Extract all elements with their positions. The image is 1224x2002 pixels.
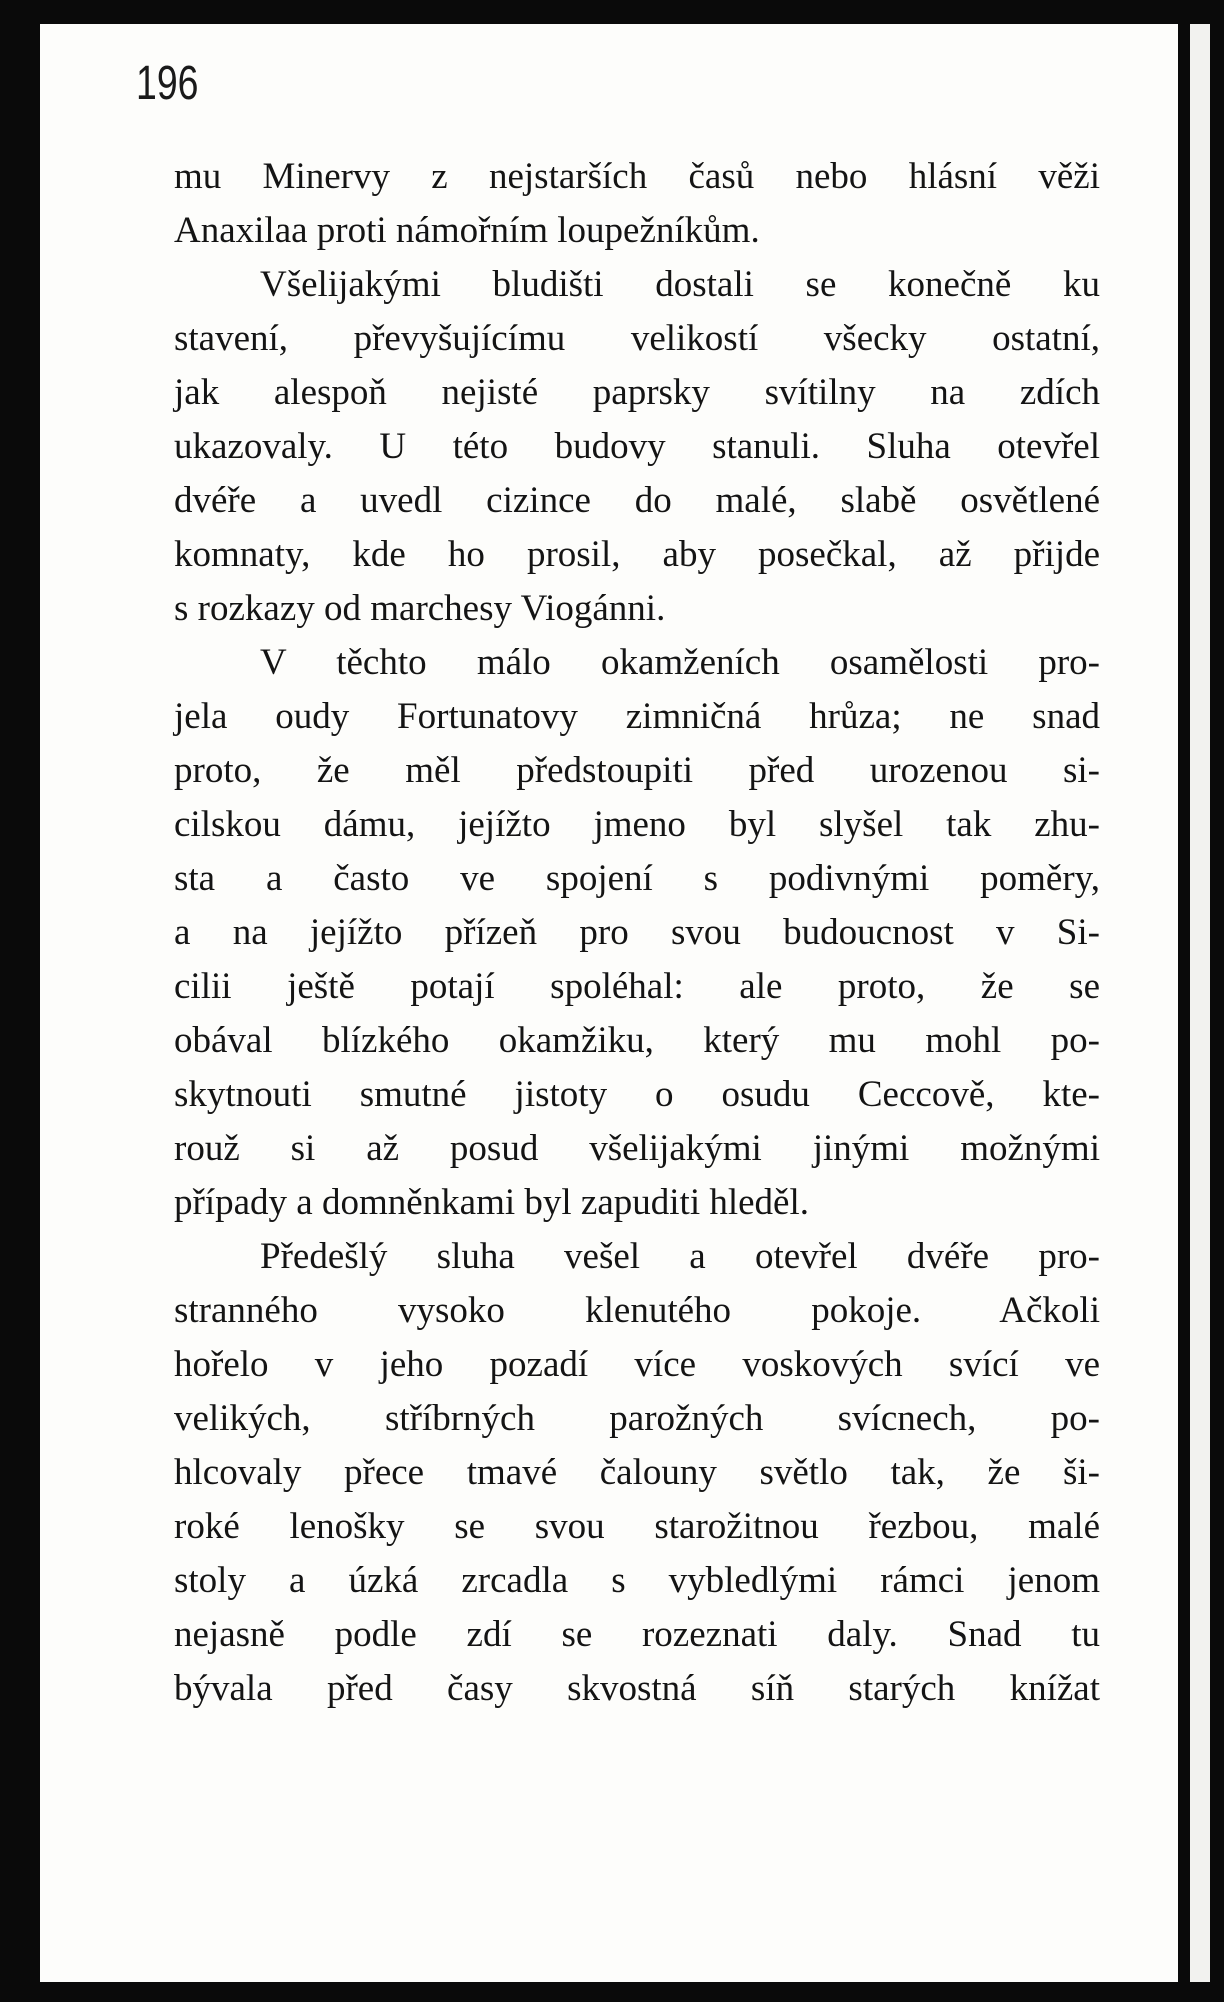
text-line: ukazovaly. U této budovy stanuli. Sluha otevřel: [174, 426, 1100, 467]
page-number: 196: [136, 57, 199, 110]
text-line: hlcovaly přece tmavé čalouny světlo tak, že ši-: [174, 1452, 1100, 1493]
text-line: cilskou dámu, jejížto jmeno byl slyšel tak zhu-: [174, 804, 1100, 845]
text-line: stoly a úzká zrcadla s vybledlými rámci jenom: [174, 1560, 1100, 1601]
text-line: stavení, převyšujícímu velikostí všecky ostatní,: [174, 318, 1100, 359]
text-line: jak alespoň nejisté paprsky svítilny na zdích: [174, 372, 1100, 413]
text-line: obával blízkého okamžiku, který mu mohl po-: [174, 1020, 1100, 1061]
text-line: dvéře a uvedl cizince do malé, slabě osvětlené: [174, 480, 1100, 521]
text-line: roké lenošky se svou starožitnou řezbou, malé: [174, 1506, 1100, 1547]
text-line: Předešlý sluha vešel a otevřel dvéře pro-: [260, 1236, 1100, 1277]
paragraph: [174, 150, 1100, 258]
text-line: velikých, stříbrných parožných svícnech, po-: [174, 1398, 1100, 1439]
text-line: rouž si až posud všelijakými jinými možnými: [174, 1128, 1100, 1169]
text-line: s rozkazy od marchesy Viogánni.: [174, 588, 666, 629]
text-line: proto, že měl předstoupiti před urozenou si-: [174, 750, 1100, 791]
next-page-edge: [1190, 24, 1210, 1982]
text-line: skytnouti smutné jistoty o osudu Ceccově, kte-: [174, 1074, 1100, 1115]
text-line: cilii ještě potají spoléhal: ale proto, že se: [174, 966, 1100, 1007]
page-text: [174, 150, 1100, 1716]
text-line: stranného vysoko klenutého pokoje. Ačkoli: [174, 1290, 1100, 1331]
text-line: komnaty, kde ho prosil, aby posečkal, až přijde: [174, 534, 1100, 575]
text-line: Všelijakými bludišti dostali se konečně ku: [260, 264, 1100, 305]
text-line: jela oudy Fortunatovy zimničná hrůza; ne snad: [174, 696, 1100, 737]
text-line: hořelo v jeho pozadí více voskových svící ve: [174, 1344, 1100, 1385]
text-line: V těchto málo okamženích osamělosti pro-: [260, 642, 1100, 683]
text-line: Anaxilaa proti námořním loupežníkům.: [174, 210, 760, 251]
paragraph: [174, 258, 1100, 636]
text-line: bývala před časy skvostná síň starých knížat: [174, 1668, 1100, 1709]
text-line: sta a často ve spojení s podivnými poměry,: [174, 858, 1100, 899]
text-line: a na jejížto přízeň pro svou budoucnost v Si-: [174, 912, 1100, 953]
text-line: mu Minervy z nejstarších časů nebo hlásní věži: [174, 156, 1100, 197]
text-line: případy a domněnkami byl zapuditi hleděl.: [174, 1182, 809, 1223]
text-line: nejasně podle zdí se rozeznati daly. Snad tu: [174, 1614, 1100, 1655]
paragraph: [174, 636, 1100, 1230]
paragraph: [174, 1230, 1100, 1716]
